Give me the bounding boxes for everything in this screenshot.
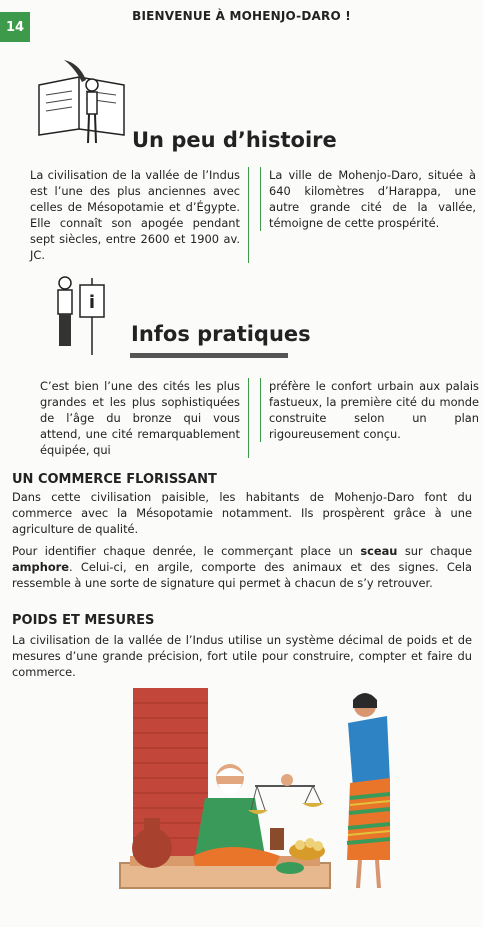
commerce-paragraph-2: Pour identifier chaque denrée, le commerçant place un sceau sur chaque amphore. Celui-ci, en argile, comporte des animaux et des signes. Cela ressemble à une sorte de signature qui permet à chacun de s’y retrouver. (12, 544, 472, 590)
commerce-paragraph-1: Dans cette civilisation paisible, les habitants de Mohenjo-Daro font du commerce avec la Mésopotamie notamment. Ils prospèrent grâce à une agriculture de qualité. (12, 490, 472, 536)
title-underline (130, 353, 288, 358)
term-amphore: amphore (12, 560, 69, 574)
history-col-right: La ville de Mohenjo-Daro, située à 640 kilomètres d’Harappa, une autre grande cité de la vallée, témoigne de cette prospérité. (260, 167, 476, 231)
section-title-practical: Infos pratiques (131, 322, 311, 346)
market-scene-illustration (115, 688, 415, 903)
practical-col-right: préfère le confort urbain aux palais fastueux, la première cité du monde construite selon un plan rigoureusement conçu. (260, 378, 479, 442)
section-title-history: Un peu d’histoire (132, 128, 337, 152)
history-col-left: La civilisation de la vallée de l’Indus est l’une des plus anciennes avec celles de Mésopotamie et d’Égypte. Elle connaît son apogée pendant sept siècles, entre 2600 et 1900 av. JC. (30, 167, 249, 263)
commerce-heading: UN COMMERCE FLORISSANT (12, 472, 217, 487)
term-sceau: sceau (360, 544, 398, 558)
writer-with-quill-icon (34, 55, 134, 150)
measures-paragraph-1: La civilisation de la vallée de l’Indus utilise un système décimal de poids et de mesures d’une grande précision, fort utile pour construire, compter et faire du commerce. (12, 633, 472, 679)
running-head: BIENVENUE À MOHENJO-DARO ! (132, 9, 351, 23)
practical-col-left: C’est bien l’une des cités les plus grandes et les plus sophistiquées de l’âge du bronze qui vous attend, une cité remarquablement équipée, qui (40, 378, 249, 458)
page-number: 14 (0, 12, 30, 42)
measures-heading: POIDS ET MESURES (12, 613, 155, 628)
info-sign-letter: i (88, 292, 96, 313)
man-with-info-sign-icon (50, 273, 120, 358)
